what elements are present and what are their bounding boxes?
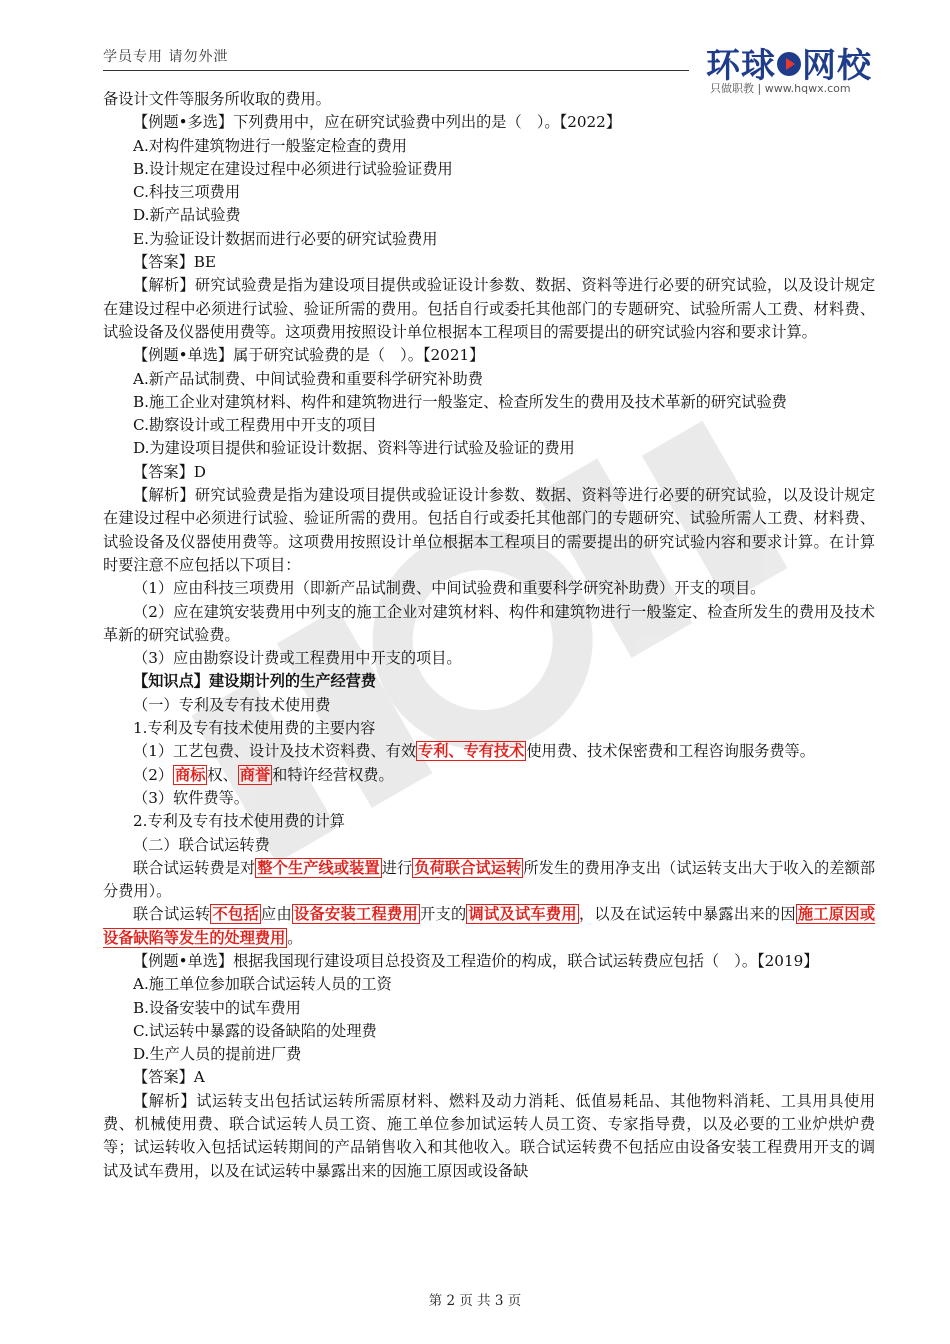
text-run: 联合试运转 (133, 905, 211, 924)
paragraph: 【解析】研究试验费是指为建设项目提供或验证设计参数、数据、资料等进行必要的研究试验，以及设计规定在建设过程中必须进行试验、验证所需的费用。包括自行或委托其他部门的专题研究、试验所需人工费、材料费、试验设备及仪器使用费等。这项费用按照设计单位根据本工程项目的需要提出的研究试验内容和要求计算。 (103, 276, 875, 341)
paragraph: 【答案】A (133, 1068, 205, 1087)
page-header (103, 44, 689, 71)
highlight-term: 负荷联合试运转 (414, 858, 522, 877)
paragraph: D.为建设项目提供和验证设计数据、资料等进行试验及验证的费用 (133, 439, 575, 458)
play-icon (777, 52, 801, 76)
paragraph: 【例题•单选】属于研究试验费的是（ ）。【2021】 (133, 346, 485, 365)
paragraph: （2）应在建筑安装费用中列支的施工企业对建筑材料、构件和建筑物进行一般鉴定、检查所发生的费用及技术革新的研究试验费。 (103, 602, 875, 644)
paragraph: B.施工企业对建筑材料、构件和建筑物进行一般鉴定、检查所发生的费用及技术革新的研究试验费 (133, 392, 787, 411)
text-run: 开支的 (419, 905, 467, 924)
paragraph: E.为验证设计数据而进行必要的研究试验费用 (133, 229, 438, 248)
paragraph: A.施工单位参加联合试运转人员的工资 (133, 975, 392, 994)
paragraph (103, 764, 875, 787)
highlight-term: 施工原因或设备缺陷等发生的处理费用 (103, 905, 876, 947)
text-run: （1）工艺包费、设计及技术资料费、有效 (133, 742, 417, 761)
paragraph: B.设备安装中的试车费用 (133, 998, 301, 1017)
paragraph: 【解析】研究试验费是指为建设项目提供或验证设计参数、数据、资料等进行必要的研究试验，以及设计规定在建设过程中必须进行试验、验证所需的费用。包括自行或委托其他部门的专题研究、试验所需人工费、材料费、试验设备及仪器使用费等。这项费用按照设计单位根据本工程项目的需要提出的研究试验内容和要求计算。在计算时要注意不应包括以下项目： (103, 486, 875, 574)
highlight-term: 调试及试车费用 (468, 905, 577, 924)
paragraph: C.科技三项费用 (133, 183, 241, 202)
highlight-term: 商誉 (239, 765, 271, 784)
paragraph: C.勘察设计或工程费用中开支的项目 (133, 416, 377, 435)
text-run: ，以及在试运转中暴露出来的因 (578, 905, 796, 924)
text-run: 进行 (381, 858, 413, 877)
paragraph: （3）软件费等。 (133, 788, 249, 807)
text-run: 应由 (260, 905, 292, 924)
text-run: 使用费、技术保密费和工程咨询服务费等。 (526, 742, 815, 761)
header-notice: 学员专用 请勿外泄 (103, 49, 229, 65)
paragraph: B.设计规定在建设过程中必须进行试验验证费用 (133, 159, 453, 178)
highlight-term: 商标 (175, 765, 206, 784)
paragraph: （3）应由勘察设计费或工程费用中开支的项目。 (133, 649, 462, 668)
text-run: （2） (133, 765, 174, 784)
logo-wordmark: 环球 网校 (706, 46, 872, 86)
paragraph: 1.专利及专有技术使用费的主要内容 (133, 719, 376, 738)
text-run: 联合试运转费是对 (133, 858, 256, 877)
paragraph: 【答案】BE (133, 253, 216, 272)
paragraph: A.新产品试制费、中间试验费和重要科学研究补助费 (133, 369, 483, 388)
document-body (103, 88, 875, 1183)
paragraph: 2.专利及专有技术使用费的计算 (133, 812, 345, 831)
paragraph: 【答案】D (133, 462, 206, 481)
paragraph (103, 740, 875, 763)
paragraph: A.对构件建筑物进行一般鉴定检查的费用 (133, 136, 407, 155)
paragraph (103, 903, 875, 950)
page-number: 第 2 页 共 3 页 (428, 1293, 522, 1309)
paragraph: （一）专利及专有技术使用费 (133, 695, 331, 714)
paragraph: 【解析】试运转支出包括试运转所需原材料、燃料及动力消耗、低值易耗品、其他物料消耗、工具用具使用费、机械使用费、联合试运转人员工资、施工单位参加试运转人员工资、专家指导费，以及必要的工业炉烘炉费等；试运转收入包括试运转期间的产品销售收入和其他收入。联合试运转费不包括应由设备安装工程费用开支的调试及试车费用，以及在试运转中暴露出来的因施工原因或设备缺 (103, 1091, 875, 1180)
paragraph (103, 857, 875, 904)
paragraph: D.新产品试验费 (133, 206, 241, 225)
paragraph: 【例题•多选】下列费用中，应在研究试验费中列出的是（ ）。【2022】 (133, 113, 622, 132)
text-run: 所发生的费用净支出（试运转支出大于收入的差额部分费用）。 (103, 858, 876, 901)
logo-tagline: 只做职教 | www.hqwx.com (710, 82, 851, 95)
paragraph: （1）应由科技三项费用（即新产品试制费、中间试验费和重要科学研究补助费）开支的项目。 (133, 579, 766, 598)
paragraph: 【例题•单选】根据我国现行建设项目总投资及工程造价的构成，联合试运转费应包括（ ）。【2019】 (133, 951, 819, 970)
highlight-term: 整个生产线或装置 (257, 858, 380, 877)
paragraph: C.试运转中暴露的设备缺陷的处理费 (133, 1021, 377, 1040)
paragraph: （二）联合试运转费 (133, 835, 270, 854)
paragraph: 备设计文件等服务所收取的费用。 (103, 90, 331, 108)
text-run: 。 (287, 928, 303, 947)
paragraph: 【知识点】建设期计列的生产经营费 (133, 672, 376, 691)
paragraph: D.生产人员的提前进厂费 (133, 1045, 302, 1064)
highlight-term: 设备安装工程费用 (293, 905, 418, 924)
highlight-term: 专利、专有技术 (418, 742, 525, 761)
text-run: 权、 (207, 765, 238, 784)
highlight-term: 不包括 (212, 905, 259, 924)
text-run: 和特许经营权费。 (272, 765, 394, 784)
